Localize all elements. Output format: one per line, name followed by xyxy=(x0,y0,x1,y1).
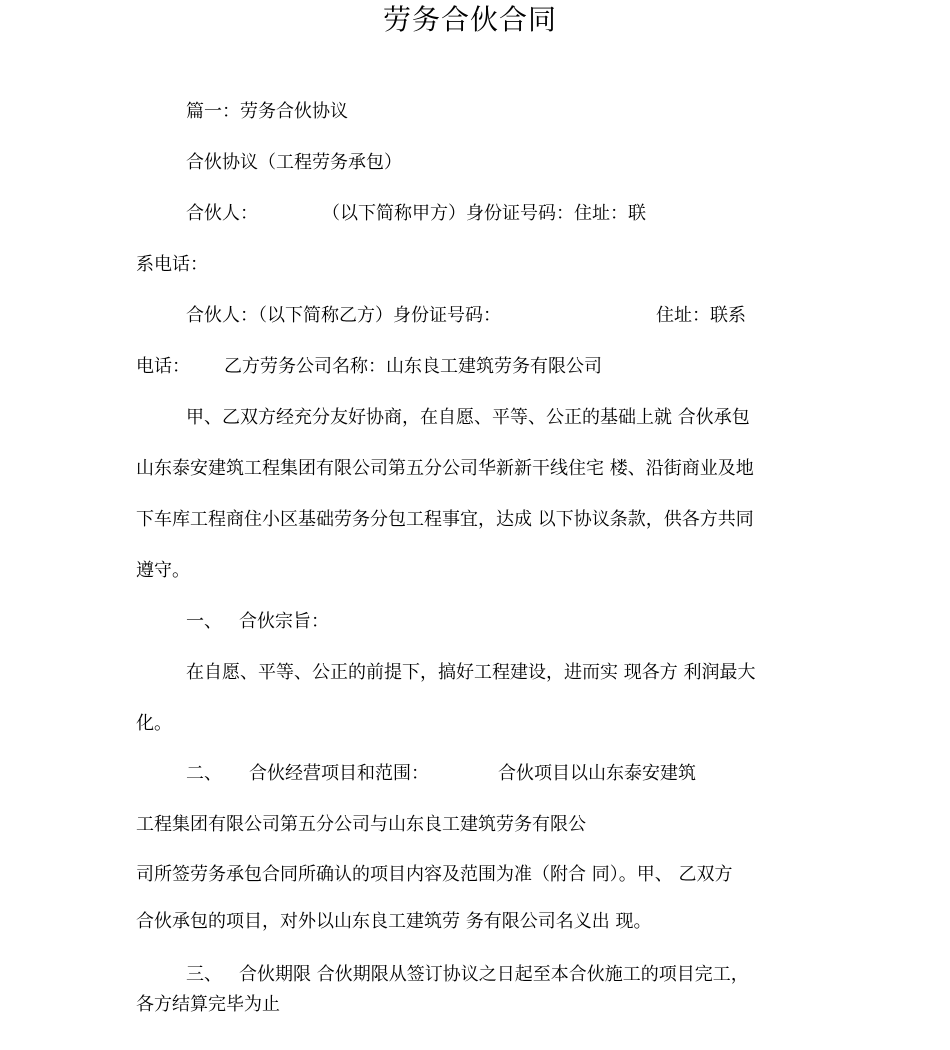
paragraph-line: 遵守。 xyxy=(136,560,190,581)
clause-number: 三、 xyxy=(186,964,222,985)
document-title: 劳务合伙合同 xyxy=(382,3,557,36)
paragraph-line: 工程集团有限公司第五分公司与山东良工建筑劳务有限公 xyxy=(136,814,586,835)
section-heading: 篇一：劳务合伙协议 xyxy=(186,101,348,122)
clause-number: 一、 xyxy=(186,611,222,632)
paragraph-line: 下车库工程商住小区基础劳务分包工程事宜，达成 以下协议条款，供各方共同 xyxy=(136,509,754,530)
partner-a-label: 合伙人： xyxy=(186,203,258,224)
paragraph-line: 合伙项目以山东泰安建筑 xyxy=(498,763,696,784)
clause-heading: 合伙期限 合伙期限从签订协议之日起至本合伙施工的项目完工， xyxy=(239,964,749,985)
partner-b-company: 乙方劳务公司名称：山东良工建筑劳务有限公司 xyxy=(224,356,602,377)
paragraph-line: 甲、乙双方经充分友好协商，在自愿、平等、公正的基础上就 合伙承包 xyxy=(186,407,750,428)
paragraph-line: 化。 xyxy=(136,713,172,734)
paragraph-line: 合伙承包的项目，对外以山东良工建筑劳 务有限公司名义出 现。 xyxy=(136,911,652,932)
partner-b-address: 住址：联系 xyxy=(656,305,746,326)
partner-a-phone: 系电话： xyxy=(136,254,208,275)
clause-heading: 合伙宗旨： xyxy=(239,611,329,632)
partner-b-phone: 电话： xyxy=(136,356,190,377)
clause-heading: 合伙经营项目和范围： xyxy=(249,763,429,784)
agreement-subtitle: 合伙协议（工程劳务承包） xyxy=(186,152,402,173)
clause-number: 二、 xyxy=(186,763,222,784)
paragraph-line: 在自愿、平等、公正的前提下，搞好工程建设，进而实 现各方 利润最大 xyxy=(186,662,756,683)
paragraph-line: 司所签劳务承包合同所确认的项目内容及范围为准（附合 同）。甲、 乙双方 xyxy=(136,864,733,885)
paragraph-line: 山东泰安建筑工程集团有限公司第五分公司华新新干线住宅 楼、沿街商业及地 xyxy=(136,458,754,479)
partner-a-details: （以下简称甲方）身份证号码：住址：联 xyxy=(322,203,646,224)
partner-b-details: 合伙人：（以下简称乙方）身份证号码： xyxy=(186,305,501,326)
paragraph-line: 各方结算完毕为止 xyxy=(136,994,280,1015)
